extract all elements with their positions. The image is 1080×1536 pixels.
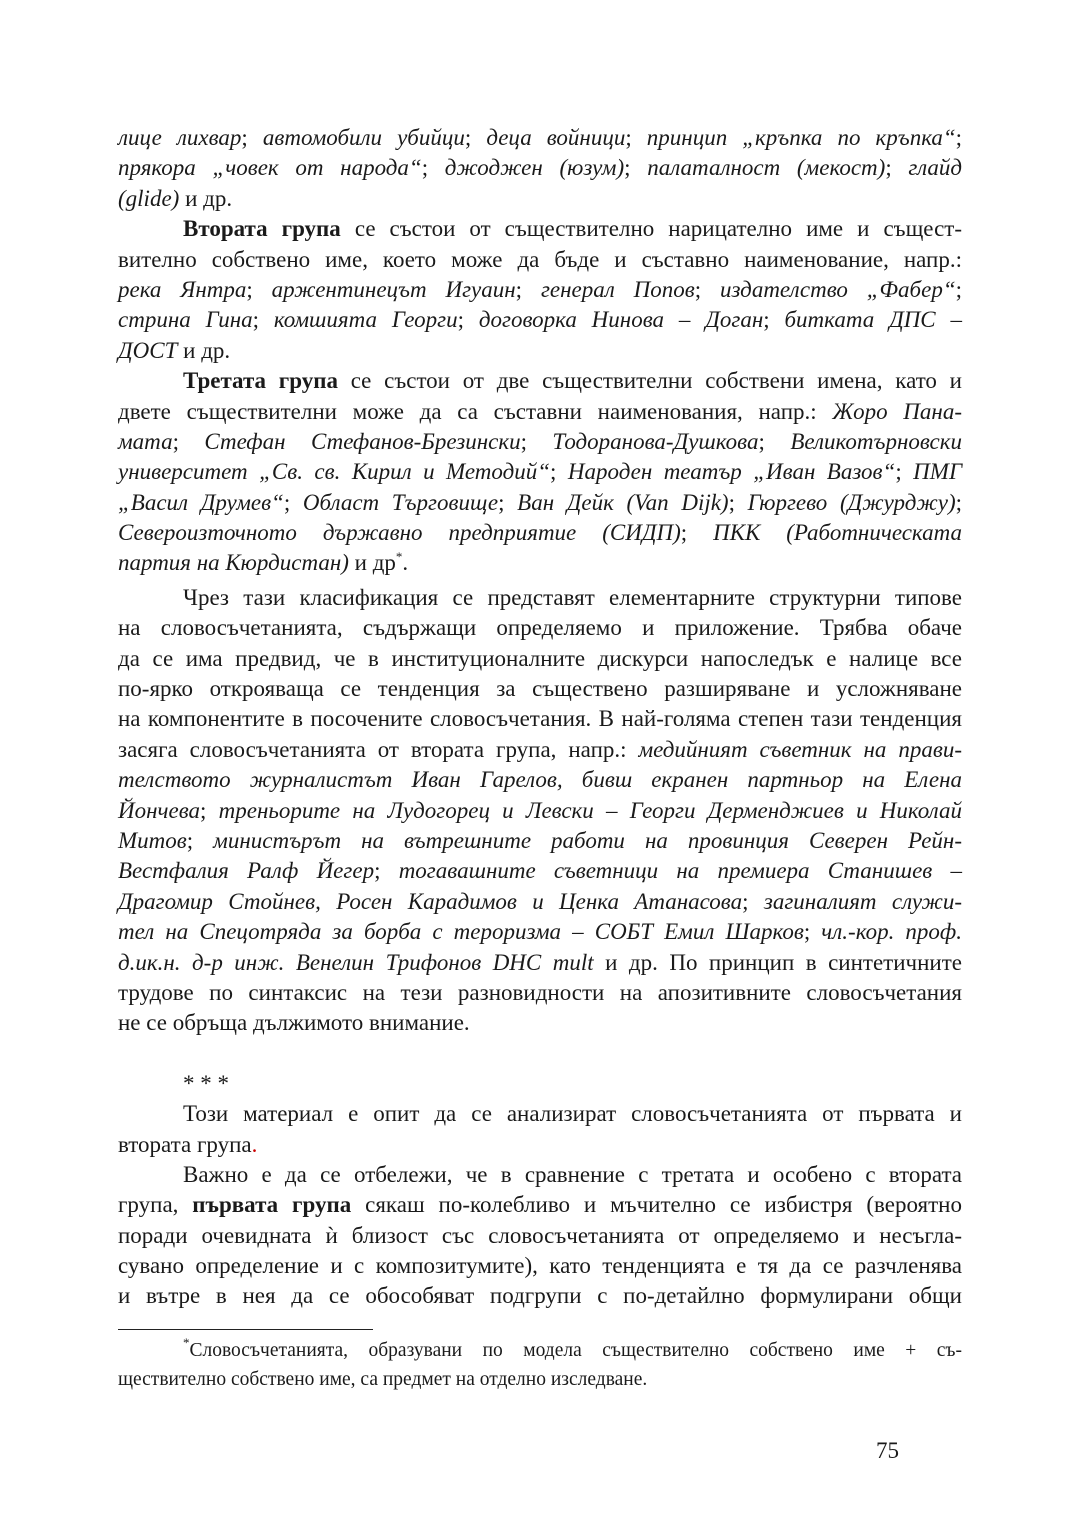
text-run: двете съществителни може да са съставни наименования, напр.: — [118, 398, 833, 424]
text-run: вително собствено име, което може да бъде и съставно наименование, напр.: — [118, 246, 962, 272]
italic-example: ПКК (Работническата — [713, 520, 963, 546]
italic-example: загиналият служи- — [763, 888, 963, 914]
text-run: Словосъчетанията, образувани по модела съществително собствено име + съ- — [189, 1340, 962, 1361]
text-line — [118, 735, 962, 765]
bold-term: Втората група — [183, 216, 341, 242]
italic-example: битката ДПС – — [784, 307, 962, 333]
italic-example: Йончева — [118, 797, 201, 823]
italic-example: мата — [118, 428, 173, 454]
italic-example: партия на Кюрдистан) — [118, 550, 349, 576]
text-run: по-ярко открояваща се тенденция за съществено разширяване и усложняване — [118, 676, 962, 702]
text-run: ; — [550, 459, 568, 485]
italic-example: ПМГ — [913, 459, 963, 485]
text-line — [118, 948, 962, 978]
text-run: ; — [457, 307, 479, 333]
text-run: и др — [348, 550, 396, 576]
text-run: и др. По принцип в синтетичните — [593, 949, 962, 975]
text-run: на словосъчетанията, съдържащи определяемо и приложение. Трябва обаче — [118, 615, 962, 641]
italic-example: Жоро Пана- — [832, 398, 962, 424]
text-line — [118, 336, 962, 366]
text-run: се състои от съществително нарицателно име и същест- — [340, 216, 962, 242]
text-line — [118, 518, 962, 548]
text-line — [118, 796, 962, 826]
footnote-separator — [118, 1329, 373, 1330]
italic-example: Народен театър „Иван Вазов“ — [567, 459, 896, 485]
italic-example: Драгомир Стойнев, Росен Карадимов и Ценка Атанасова — [118, 888, 743, 914]
italic-example: лице лихвар — [118, 125, 242, 150]
italic-example: „Васил Друмев“ — [118, 489, 284, 515]
italic-example: принцип „кръпка по кръпка“ — [646, 125, 956, 150]
text-line — [118, 153, 962, 183]
italic-example: палаталност (мекост) — [647, 155, 886, 181]
text-run: група, — [118, 1192, 193, 1218]
text-line — [118, 184, 962, 214]
text-line — [118, 548, 962, 578]
text-line — [118, 1251, 962, 1281]
text-run: ; — [955, 489, 963, 515]
text-line — [118, 887, 962, 917]
italic-example: Митов — [118, 827, 187, 853]
bold-term: първата група — [192, 1192, 352, 1218]
italic-example: стрина Гина — [118, 307, 253, 333]
text-line — [118, 704, 962, 734]
text-run: ; — [885, 155, 909, 181]
text-line — [118, 826, 962, 856]
text-run: ; — [464, 125, 487, 150]
text-line — [118, 214, 962, 244]
text-run: ществително собствено име, са предмет на отделно изследване. — [118, 1369, 648, 1390]
italic-example: Стефан Стефанов-Брезински — [204, 428, 521, 454]
text-run: и др. — [179, 185, 233, 211]
text-line — [118, 583, 962, 613]
text-run: не се обръща дължимото внимание. — [118, 1010, 470, 1036]
text-line — [118, 1008, 962, 1038]
italic-example: телството журналистът Иван Гарелов, бивш екранен партньор на Елена — [118, 767, 962, 793]
italic-example: Североизточното държавно предприятие (СИДП) — [118, 520, 681, 546]
text-line — [118, 245, 962, 275]
text-run: ; — [742, 888, 764, 914]
text-run: ; — [803, 919, 822, 945]
italic-example: университет „Св. св. Кирил и Методий“ — [118, 459, 551, 485]
italic-example: комшията Георги — [273, 307, 458, 333]
text-run: сувано определение и с композитумите), като тенденцията е тя да се разчленява — [118, 1253, 962, 1279]
footnote — [118, 1336, 962, 1394]
bold-term: Третата група — [183, 368, 338, 394]
text-run: засяга словосъчетанията от втората група, напр.: — [118, 736, 639, 762]
italic-example: треньорите на Лудогорец и Левски – Георги Дерменджиев и Николай — [218, 797, 962, 823]
text-run: ; — [252, 307, 274, 333]
footnote-marker: * — [183, 1335, 190, 1350]
text-run: ; — [520, 428, 553, 454]
page-number: 75 — [876, 1438, 899, 1463]
text-line — [118, 397, 962, 427]
text-run: ; — [283, 489, 303, 515]
text-line — [118, 978, 962, 1008]
text-run: ; — [374, 858, 399, 884]
text-run: втората група — [118, 1131, 252, 1157]
text-run: ; — [763, 307, 785, 333]
text-line — [118, 644, 962, 674]
italic-example: тогавашните съветници на премиера Станишев – — [398, 858, 962, 884]
body-text — [118, 123, 962, 1312]
text-run: . — [251, 1131, 258, 1157]
text-line — [118, 457, 962, 487]
italic-example: деца войници — [486, 125, 626, 150]
italic-example: река Янтра — [118, 276, 247, 302]
text-run: ; — [694, 276, 721, 302]
text-line — [118, 1130, 962, 1160]
text-run: се състои от две съществителни собствени имена, като и — [337, 368, 962, 394]
text-line — [118, 427, 962, 457]
text-run: ; — [498, 489, 518, 515]
italic-example: автомобили убийци — [262, 125, 465, 150]
text-line — [118, 275, 962, 305]
text-run: Чрез тази класификация се представят елементарните структурни типове — [183, 584, 962, 610]
text-run: Важно е да се отбележи, че в сравнение с третата и особено с втората — [183, 1161, 962, 1187]
text-run: ; — [625, 125, 647, 150]
text-line — [118, 1099, 962, 1129]
text-run: сякаш по-колебливо и мъчително се избистря (вероятно — [351, 1192, 962, 1218]
italic-example: ДОСТ — [118, 337, 178, 363]
italic-example: министърът на вътрешните работи на провинция Северен Рейн- — [213, 827, 962, 853]
text-run: * * * — [183, 1070, 229, 1096]
italic-example: тел на Спецотряда за борба с тероризма – СОБТ Емил Шарков — [118, 919, 804, 945]
text-line — [118, 613, 962, 643]
text-run: ; — [515, 276, 541, 302]
text-run: поради очевидната ѝ близост със словосъчетанията от определяемо и несъгла- — [118, 1222, 962, 1248]
italic-example: Вестфалия Ралф Йегер — [118, 858, 375, 884]
italic-example: прякора „човек от народа“ — [118, 155, 422, 181]
text-line — [118, 917, 962, 947]
italic-example: Великотърновски — [790, 428, 963, 454]
text-line — [118, 1281, 962, 1311]
text-line — [118, 1221, 962, 1251]
italic-example: чл.-кор. проф. — [821, 919, 963, 945]
text-line — [118, 123, 962, 153]
text-run: ; — [421, 155, 445, 181]
italic-example: аржентинецът Игуаин — [271, 276, 516, 302]
italic-example: д.ик.н. д-р инж. Венелин Трифонов DHC mult — [118, 949, 594, 975]
text-run: ; — [955, 125, 963, 150]
italic-example: (glide) — [118, 185, 180, 211]
text-run: ; — [758, 428, 791, 454]
italic-example: Тодоранова-Душкова — [552, 428, 759, 454]
text-run: ; — [680, 520, 714, 546]
text-run: ; — [955, 276, 962, 302]
italic-example: Област Търговище — [302, 489, 499, 515]
italic-example: договорка Нинова – Доган — [478, 307, 764, 333]
text-run: ; — [246, 276, 272, 302]
text-line — [118, 1160, 962, 1190]
italic-example: глайд — [908, 155, 963, 181]
text-line — [118, 674, 962, 704]
section-divider-stars — [118, 1069, 962, 1099]
italic-example: генерал Попов — [540, 276, 695, 302]
italic-example: медийният съветник на прави- — [638, 736, 962, 762]
text-line — [118, 1190, 962, 1220]
footnote-marker: * — [395, 549, 403, 565]
text-run: и вътре в нея да се обособяват подгрупи с по-детайлно формулирани общи — [118, 1283, 962, 1309]
text-line — [118, 366, 962, 396]
text-line — [118, 488, 962, 518]
text-run: да се има предвид, че в институционалните дискурси напоследък е налице все — [118, 645, 962, 671]
text-run: . — [402, 550, 409, 576]
text-run: на компонентите в посочените словосъчетания. В най-голяма степен тази тенденция — [118, 706, 962, 732]
text-line — [118, 1365, 962, 1394]
italic-example: издателство „Фабер“ — [720, 276, 956, 302]
text-run: трудове по синтаксис на тези разновидности на апозитивните словосъчетания — [118, 979, 962, 1005]
text-run: и др. — [177, 337, 231, 363]
text-run: ; — [895, 459, 914, 485]
italic-example: Гюргево (Джурджу) — [747, 489, 956, 515]
text-run: ; — [186, 827, 214, 853]
text-run: ; — [728, 489, 748, 515]
text-run: ; — [624, 155, 648, 181]
text-line — [118, 1336, 962, 1365]
text-line — [118, 765, 962, 795]
text-line — [118, 856, 962, 886]
italic-example: джоджен (юзум) — [444, 155, 625, 181]
text-run: ; — [172, 428, 205, 454]
text-run: ; — [241, 125, 263, 150]
italic-example: Ван Дейк (Van Dijk) — [517, 489, 729, 515]
text-run: ; — [200, 797, 219, 823]
text-line — [118, 305, 962, 335]
text-run: Този материал е опит да се анализират словосъчетанията от първата и — [183, 1101, 962, 1127]
